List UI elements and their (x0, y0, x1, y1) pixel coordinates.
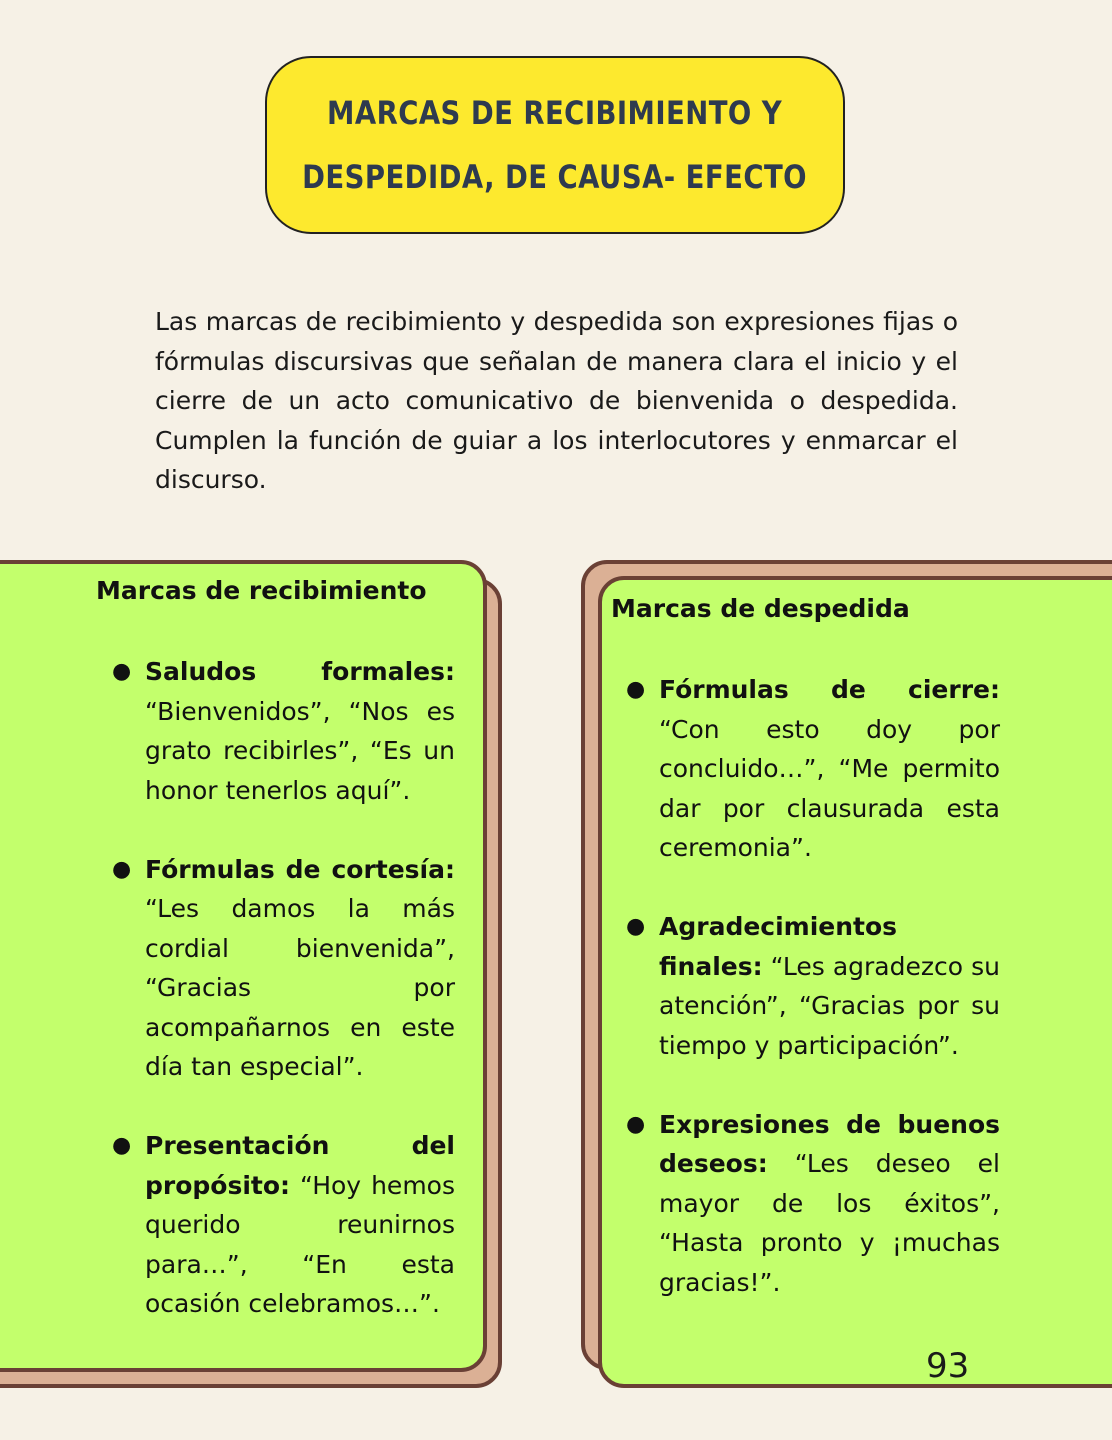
bullet-icon: ● (626, 677, 646, 702)
item-text: “Con esto doy por concluido…”, “Me permito dar por clausurada esta ceremonia”. (659, 714, 1000, 862)
bullet-icon: ● (626, 914, 646, 939)
item-text: “Les agradezco su atención”, “Gracias por su tiempo y participación”. (659, 951, 1000, 1060)
title-line-1: MARCAS DE RECIBIMIENTO Y (327, 94, 783, 132)
title-banner (265, 56, 845, 234)
bullet-icon: ● (112, 856, 132, 882)
item-text: “Les damos la más cordial bienvenida”, “Gracias por acompañarnos en este día tan especial”. (145, 894, 455, 1081)
right-card-heading: Marcas de despedida (611, 594, 910, 623)
page-number: 93 (926, 1346, 970, 1386)
bullet-icon: ● (626, 1111, 646, 1137)
item-term: Fórmulas de cierre: (659, 675, 1000, 704)
despedida-list (626, 670, 1000, 1342)
list-item (112, 652, 455, 810)
item-text: “Hoy hemos querido reunirnos para…”, “En esta ocasión celebramos…”. (145, 1170, 455, 1318)
list-item (626, 907, 1000, 1065)
list-item (112, 850, 455, 1087)
item-text: “Bienvenidos”, “Nos es grato recibirles”, “Es un honor tenerlos aquí”. (145, 696, 455, 805)
item-term: Expresiones de buenos deseos: (659, 1109, 1000, 1178)
list-item (626, 1105, 1000, 1303)
list-item (626, 670, 1000, 868)
recibimiento-list (112, 652, 455, 1363)
list-item (112, 1126, 455, 1324)
item-term: Agradecimientos finales: (659, 912, 898, 981)
item-term: Presentación del propósito: (145, 1131, 455, 1200)
bullet-icon: ● (112, 659, 132, 684)
item-text: “Les deseo el mayor de los éxitos”, “Hasta pronto y ¡muchas gracias!”. (659, 1149, 1000, 1297)
bullet-icon: ● (112, 1133, 132, 1158)
item-term: Fórmulas de cortesía: (145, 854, 455, 884)
item-term: Saludos formales: (145, 657, 455, 686)
left-card-heading: Marcas de recibimiento (96, 576, 427, 605)
intro-paragraph: Las marcas de recibimiento y despedida son expresiones fijas o fórmulas discursivas que señalan de manera clara el inicio y el cierre de un acto comunicativo de bienvenida o despedida. Cumplen la función de guiar a los interlocutores y enmarcar el discurso. (155, 307, 958, 494)
title-line-2: DESPEDIDA, DE CAUSA- EFECTO (302, 158, 808, 196)
